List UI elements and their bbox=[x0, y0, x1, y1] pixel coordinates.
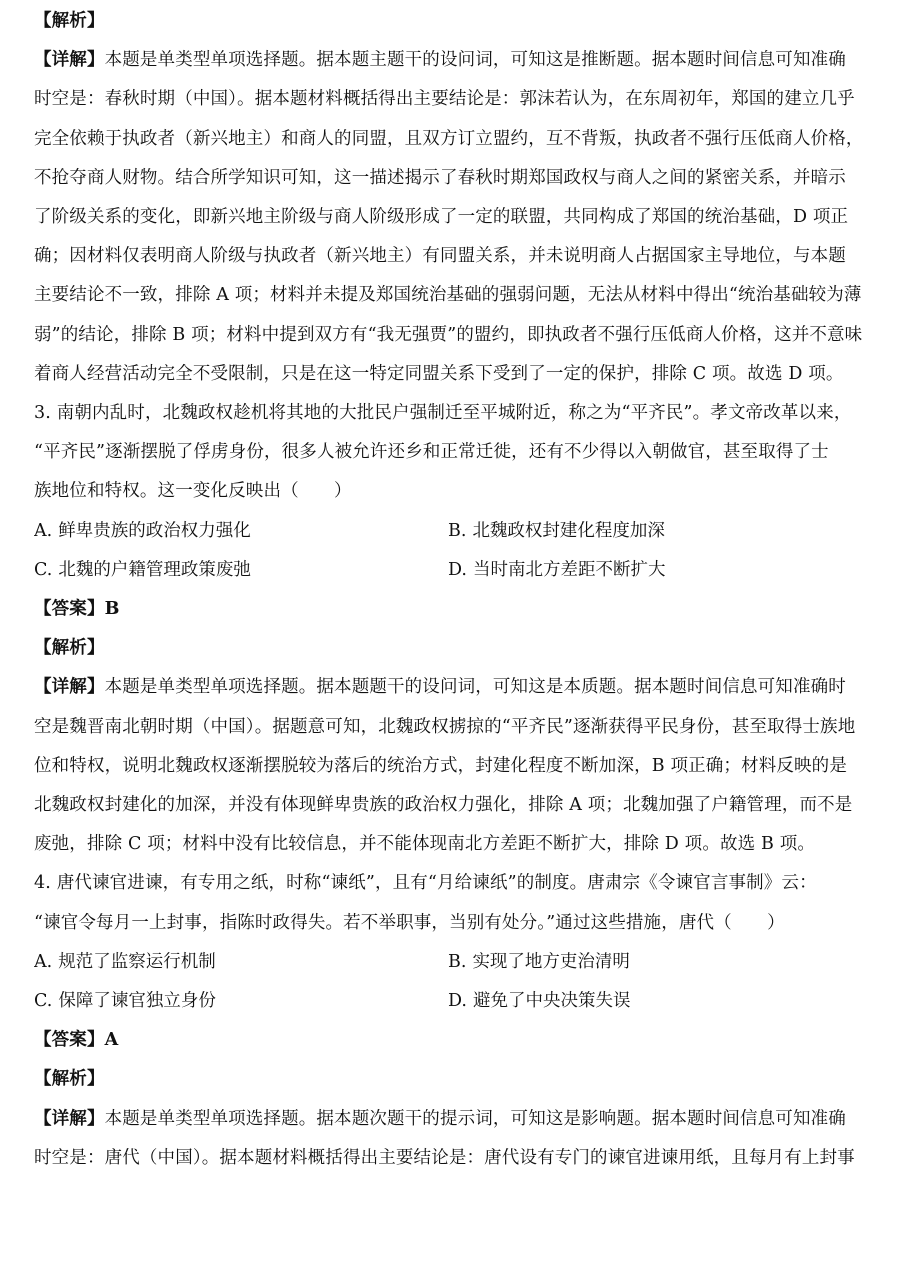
document-page bbox=[34, 0, 870, 1178]
question-3-options-row bbox=[34, 551, 870, 590]
detail-paragraph-line: 空是魏晋南北朝时期（中国）。据题意可知，北魏政权掳掠的“平齐民”逐渐获得平民身份，甚至取得士族地 bbox=[34, 716, 856, 737]
analysis-heading: 【解析】 bbox=[34, 11, 105, 31]
detail-paragraph-line: 完全依赖于执政者（新兴地主）和商人的同盟，且双方订立盟约，互不背叛，执政者不强行压低商人价格， bbox=[34, 128, 864, 149]
detail-paragraph-line: 【详解】本题是单类型单项选择题。据本题主题干的设问词，可知这是推断题。据本题时间信息可知准确 bbox=[34, 50, 846, 71]
detail-label: 【详解】 bbox=[34, 1108, 105, 1129]
question-4-stem: 4. 唐代谏官进谏，有专用之纸，时称“谏纸”，且有“月给谏纸”的制度。唐肃宗《令谏官言事制》云： bbox=[34, 873, 817, 894]
detail-paragraph-line: 时空是：春秋时期（中国）。据本题材料概括得出主要结论是：郭沫若认为，在东周初年，郑国的建立几乎 bbox=[34, 89, 855, 110]
detail-paragraph-line: 时空是：唐代（中国）。据本题材料概括得出主要结论是：唐代设有专门的谏官进谏用纸，且每月有上封事 bbox=[34, 1147, 855, 1168]
option-c[interactable]: C. 北魏的户籍管理政策废弛 bbox=[34, 559, 251, 580]
question-4-answer: 【答案】A bbox=[34, 1030, 119, 1051]
option-d[interactable]: D. 避免了中央决策失误 bbox=[448, 991, 631, 1012]
question-3-options-row bbox=[34, 512, 870, 551]
detail-paragraph-line: 主要结论不一致，排除 A 项；材料并未提及郑国统治基础的强弱问题，无法从材料中得出“统治基础较为薄 bbox=[34, 285, 862, 306]
option-d[interactable]: D. 当时南北方差距不断扩大 bbox=[448, 559, 666, 580]
analysis-heading: 【解析】 bbox=[34, 1069, 105, 1090]
option-c[interactable]: C. 保障了谏官独立身份 bbox=[34, 991, 216, 1012]
analysis-heading: 【解析】 bbox=[34, 638, 105, 659]
answer-value: B bbox=[104, 599, 120, 620]
answer-value: A bbox=[104, 1030, 119, 1051]
detail-label: 【详解】 bbox=[34, 677, 105, 698]
option-a[interactable]: A. 鲜卑贵族的政治权力强化 bbox=[34, 520, 251, 541]
option-b[interactable]: B. 北魏政权封建化程度加深 bbox=[448, 520, 665, 541]
detail-paragraph-line: 了阶级关系的变化，即新兴地主阶级与商人阶级形成了一定的联盟，共同构成了郑国的统治基础，D 项正 bbox=[34, 207, 849, 228]
detail-paragraph-line: 确；因材料仅表明商人阶级与执政者（新兴地主）有同盟关系，并未说明商人占据国家主导地位，与本题 bbox=[34, 246, 846, 267]
detail-paragraph-line: 废弛，排除 C 项；材料中没有比较信息，并不能体现南北方差距不断扩大，排除 D 项。故选 B 项。 bbox=[34, 834, 816, 855]
detail-paragraph-line: 着商人经营活动完全不受限制，只是在这一特定同盟关系下受到了一定的保护，排除 C 项。故选 D 项。 bbox=[34, 363, 844, 384]
question-4-options-row bbox=[34, 982, 870, 1021]
detail-label: 【详解】 bbox=[34, 50, 105, 71]
detail-paragraph-line: 弱”的结论，排除 B 项；材料中提到双方有“我无强贾”的盟约，即执政者不强行压低商人价格，这并不意味 bbox=[34, 324, 863, 345]
detail-paragraph-line: 【详解】本题是单类型单项选择题。据本题次题干的提示词，可知这是影响题。据本题时间信息可知准确 bbox=[34, 1108, 846, 1129]
detail-paragraph-line: 不抢夺商人财物。结合所学知识可知，这一描述揭示了春秋时期郑国政权与商人之间的紧密关系，并暗示 bbox=[34, 167, 846, 188]
question-3-answer: 【答案】B bbox=[34, 599, 120, 620]
option-b[interactable]: B. 实现了地方吏治清明 bbox=[448, 951, 630, 972]
question-4-options-row bbox=[34, 943, 870, 982]
detail-paragraph-line: 【详解】本题是单类型单项选择题。据本题题干的设问词，可知这是本质题。据本题时间信息可知准确时 bbox=[34, 677, 846, 698]
question-3-stem: 族地位和特权。这一变化反映出（ ） bbox=[34, 481, 352, 502]
question-4-stem: “谏官令每月一上封事，指陈时政得失。若不举职事，当别有处分。”通过这些措施，唐代（ ） bbox=[34, 912, 785, 933]
option-a[interactable]: A. 规范了监察运行机制 bbox=[34, 951, 216, 972]
question-3-stem: 3. 南朝内乱时，北魏政权趁机将其地的大批民户强制迁至平城附近，称之为“平齐民”。孝文帝改革以来， bbox=[34, 403, 852, 424]
question-3-stem: “平齐民”逐渐摆脱了俘虏身份，很多人被允许还乡和正常迁徙，还有不少得以入朝做官，甚至取得了士 bbox=[34, 442, 829, 463]
detail-paragraph-line: 位和特权，说明北魏政权逐渐摆脱较为落后的统治方式，封建化程度不断加深，B 项正确；材料反映的是 bbox=[34, 755, 847, 776]
detail-paragraph-line: 北魏政权封建化的加深，并没有体现鲜卑贵族的政治权力强化，排除 A 项；北魏加强了户籍管理，而不是 bbox=[34, 795, 853, 816]
